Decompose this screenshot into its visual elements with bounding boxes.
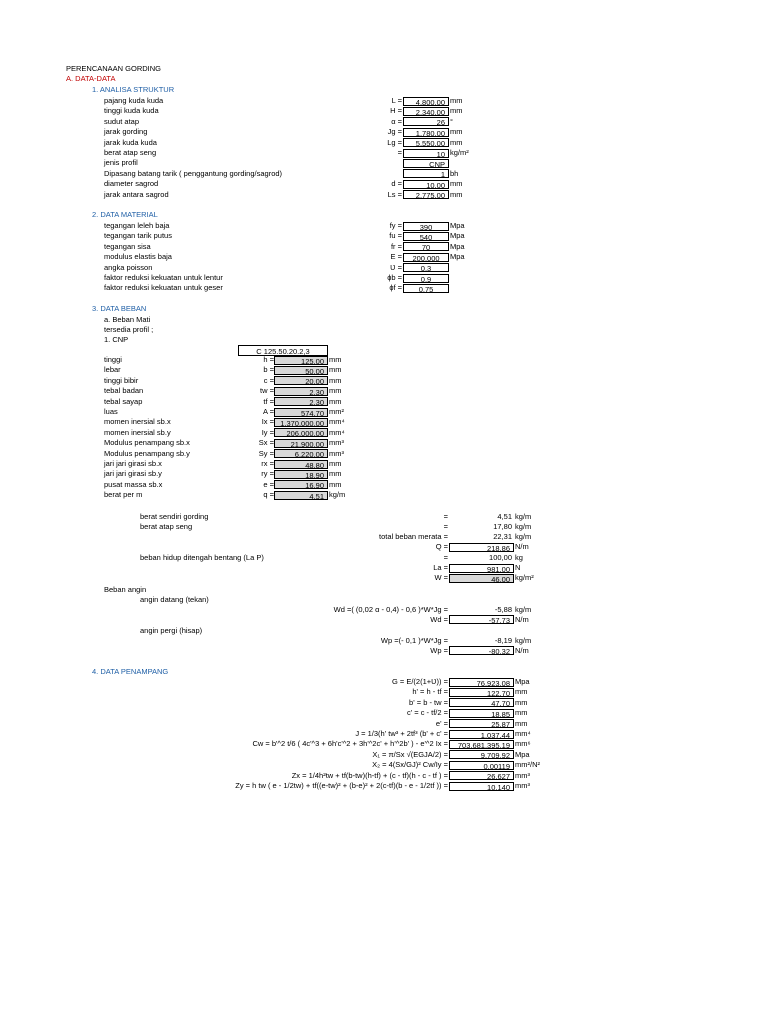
s2-row-label: tegangan sisa <box>104 241 151 251</box>
penampang-value: 10.140 <box>449 782 514 791</box>
load-symbol: total beban merata = <box>378 532 448 541</box>
s1-row-symbol <box>362 169 402 179</box>
penampang-unit: mm³ <box>515 781 530 790</box>
s1-row-label: jarak antara sagrod <box>104 189 169 199</box>
s2-row-unit: Mpa <box>450 252 465 262</box>
load-unit: kg/m <box>515 522 532 531</box>
profile-row-label: Modulus penampang sb.x <box>104 438 190 448</box>
profile-row-value: 2,30 <box>274 387 328 396</box>
s1-row-label: jarak gording <box>104 127 148 137</box>
s1-row-value: 10,00 <box>403 180 449 189</box>
s1-row-unit: mm <box>450 106 463 116</box>
s2-row-value: 0,3 <box>403 263 449 272</box>
s2-row-label: faktor reduksi kekuatan untuk lentur <box>104 273 223 282</box>
load-unit: kg/m <box>515 512 532 521</box>
penampang-unit: Mpa <box>515 677 530 686</box>
profile-row-unit: mm⁴ <box>329 427 345 437</box>
s2-row-symbol: ɸb = <box>387 273 402 282</box>
penampang-value: 703.681.395,19 <box>449 740 514 749</box>
load-unit: N/m <box>515 542 529 551</box>
s1-row-value: 10 <box>403 149 449 158</box>
profile-row-symbol: ry = <box>261 469 274 479</box>
profile-row-symbol: Sx = <box>258 438 274 448</box>
s2-row-value: 390 <box>403 222 449 231</box>
profile-row-label: jari jari girasi sb.x <box>104 459 162 468</box>
s1-row-unit: mm <box>450 179 463 189</box>
profile-row-value: 50,00 <box>274 366 328 375</box>
profile-row-label: tinggi <box>104 355 122 364</box>
profile-row-symbol: h = <box>263 355 274 364</box>
s2-row-unit: Mpa <box>450 221 465 230</box>
penampang-unit: mm⁶ <box>515 739 531 749</box>
profile-row-value: 2,30 <box>274 397 328 406</box>
profile-row-unit: mm <box>329 479 342 489</box>
profile-row-label: jari jari girasi sb.y <box>104 469 162 479</box>
penampang-value: 18,85 <box>449 709 514 718</box>
s2-row-value: 70 <box>403 242 449 251</box>
profile-row-unit: kg/m <box>329 490 346 500</box>
s2-row-label: angka poisson <box>104 262 153 272</box>
section-a-heading: A. DATA-DATA <box>66 74 116 83</box>
angin-pergi-label: angin pergi (hisap) <box>140 626 203 635</box>
s1-row-symbol: = <box>397 148 402 157</box>
s1-row-unit: kg/m² <box>450 148 469 157</box>
s2-heading: 2. DATA MATERIAL <box>92 210 158 219</box>
s1-row-label: jenis profil <box>104 158 138 168</box>
load-value: 46,00 <box>449 574 514 583</box>
profile-row-label: pusat massa sb.x <box>104 479 163 489</box>
load-symbol: La = <box>433 563 448 572</box>
penampang-unit: mm⁴ <box>515 729 531 738</box>
profile-row-label: berat per m <box>104 490 143 500</box>
wd-kg-unit: kg/m <box>515 605 532 614</box>
profile-row-symbol: Iy = <box>261 427 274 437</box>
s1-row-label: jarak kuda kuda <box>104 137 157 147</box>
load-value: 17,80 <box>493 522 512 531</box>
s2-row-label: faktor reduksi kekuatan untuk geser <box>104 283 223 293</box>
penampang-formula: e' = <box>435 718 448 728</box>
load-label: beban hidup ditengah bentang (La P) <box>140 553 264 562</box>
profile-row-symbol: A = <box>262 407 274 416</box>
s2-row-label: tegangan tarik putus <box>104 231 172 241</box>
s2-row-symbol: fu = <box>389 231 402 241</box>
s3-cnp: 1. CNP <box>104 335 129 344</box>
profile-row-label: luas <box>104 407 118 416</box>
profile-row-value: 6.220,00 <box>274 449 328 458</box>
profile-row-value: 20,00 <box>274 376 328 385</box>
wd-sym: Wd = <box>430 615 448 624</box>
load-value: 218,86 <box>449 543 514 552</box>
s1-row-value: 5.550,00 <box>403 138 449 147</box>
profile-row-value: 125,00 <box>274 356 328 365</box>
penampang-unit: mm <box>515 697 528 707</box>
penampang-value: 26.627 <box>449 771 514 780</box>
profile-row-symbol: e = <box>263 479 274 489</box>
wd-kg-value: -5,88 <box>494 605 512 614</box>
angin-datang-label: angin datang (tekan) <box>140 595 209 604</box>
load-symbol: W = <box>434 573 448 582</box>
s4-heading: 4. DATA PENAMPANG <box>92 667 169 676</box>
penampang-value: 25,87 <box>449 719 514 728</box>
load-value: 100,00 <box>489 553 512 562</box>
profile-row-label: momen inersial sb.x <box>104 417 171 427</box>
profile-row-unit: mm <box>329 396 342 406</box>
s1-row-value: 2.340,00 <box>403 107 449 116</box>
s2-row-symbol: ɸf = <box>389 283 402 293</box>
wp-n-unit: N/m <box>515 646 529 655</box>
s1-row-symbol: Ls = <box>387 189 402 199</box>
load-label: berat atap seng <box>140 522 193 531</box>
penampang-unit: mm³ <box>515 770 530 780</box>
penampang-unit: mm <box>515 718 528 728</box>
load-value: 981,00 <box>449 564 514 573</box>
profile-row-unit: mm³ <box>329 438 344 448</box>
profile-row-label: Modulus penampang sb.y <box>104 448 190 458</box>
penampang-value: 47,70 <box>449 698 514 707</box>
profile-row-unit: mm² <box>329 407 344 416</box>
penampang-unit: mm <box>515 687 528 697</box>
wp-sym: Wp = <box>430 646 448 655</box>
s2-row-unit: Mpa <box>450 231 465 241</box>
s1-row-unit: mm <box>450 137 463 147</box>
profile-row-symbol: q = <box>263 490 274 500</box>
s1-row-label: pajang kuda kuda <box>104 96 164 105</box>
s1-heading: 1. ANALISA STRUKTUR <box>92 85 175 94</box>
s1-row-label: tinggi kuda kuda <box>104 106 159 116</box>
profile-row-label: tebal sayap <box>104 396 143 406</box>
penampang-formula: h' = h - tf = <box>412 687 448 697</box>
s1-row-symbol: L = <box>391 96 402 105</box>
s1-row-label: Dipasang batang tarik ( penggantung gording/sagrod) <box>104 168 283 178</box>
penampang-formula: b' = b - tw = <box>409 697 448 707</box>
s1-row-label: berat atap seng <box>104 148 157 157</box>
s2-row-symbol: E = <box>390 252 402 262</box>
load-symbol: = <box>443 522 448 531</box>
s2-row-value: 540 <box>403 232 449 241</box>
profile-row-symbol: tw = <box>260 386 274 396</box>
s1-row-symbol: α = <box>391 116 402 126</box>
profile-row-value: 574,70 <box>274 408 328 417</box>
profile-row-label: momen inersial sb.y <box>104 427 171 437</box>
profile-row-label: tinggi bibir <box>104 375 139 385</box>
s2-row-label: tegangan leleh baja <box>104 221 170 230</box>
penampang-formula: c' = c - tf/2 = <box>406 708 448 718</box>
beban-angin-title: Beban angin <box>104 585 147 594</box>
penampang-formula: Zx = 1/4h²tw + tf(b-tw)(h-tf) + (c - tf)(h - c - tf ) = <box>291 770 448 780</box>
s1-row-symbol: H = <box>390 106 402 116</box>
penampang-formula: X₁ = π/Sx √(EGJA/2) = <box>372 749 448 759</box>
profile-name-cell: C 125.50.20.2,3 <box>238 345 328 356</box>
wp-formula: Wp =(- 0,1 )*W*Jg = <box>380 636 448 645</box>
s1-row-symbol: Jg = <box>387 127 402 137</box>
penampang-formula: Zy = h tw ( e - 1/2tw) + tf((e-tw)² + (b-e)² + 2(c-tf)(b - e - 1/2tf )) = <box>235 781 448 790</box>
profile-row-symbol: tf = <box>263 396 274 406</box>
s1-row-symbol: d = <box>391 179 402 189</box>
penampang-formula: G = E/(2(1+Ʋ)) = <box>391 677 448 686</box>
profile-row-label: lebar <box>104 365 121 375</box>
s1-row-unit: mm <box>450 127 463 137</box>
s1-row-value: 2.775,00 <box>403 190 449 199</box>
wp-n-value: -80,32 <box>449 646 514 655</box>
profile-row-unit: mm <box>329 355 342 364</box>
profile-row-value: 21.900,00 <box>274 439 328 448</box>
s1-row-unit: mm <box>450 189 463 199</box>
load-unit: kg/m <box>515 532 532 541</box>
load-label: berat sendiri gording <box>140 512 209 521</box>
load-symbol: = <box>443 512 448 521</box>
wp-kg-unit: kg/m <box>515 636 532 645</box>
load-value: 22,31 <box>493 532 512 541</box>
s2-row-symbol: fy = <box>389 221 402 230</box>
profile-row-unit: mm <box>329 469 342 479</box>
profile-row-value: 1.370.000,00 <box>274 418 328 427</box>
profile-row-value: 4,51 <box>274 491 328 500</box>
profile-row-symbol: c = <box>263 375 274 385</box>
wd-formula: Wd =( (0,02 α - 0,4) - 0,6 )*W*Jg = <box>333 605 448 614</box>
profile-row-value: 16,90 <box>274 480 328 489</box>
load-unit: kg/m² <box>515 573 534 582</box>
penampang-unit: mm <box>515 708 528 718</box>
profile-row-label: tebal badan <box>104 386 144 396</box>
penampang-value: 0,00119 <box>449 761 514 770</box>
penampang-formula: X₂ = 4(Sx/GJ)² Cw/Iy = <box>372 760 448 770</box>
profile-row-value: 48,80 <box>274 460 328 469</box>
s1-row-value: 4.800,00 <box>403 97 449 106</box>
profile-row-unit: mm⁴ <box>329 417 345 427</box>
profile-row-value: 206.000,00 <box>274 428 328 437</box>
wp-kg-value: -8,19 <box>494 636 512 645</box>
wd-n-value: -57,73 <box>449 615 514 624</box>
s2-row-symbol: Ʋ = <box>390 262 402 272</box>
s1-row-symbol: Lg = <box>387 137 402 147</box>
s1-row-value: 1.780,00 <box>403 128 449 137</box>
profile-row-unit: mm <box>329 459 342 468</box>
profile-row-symbol: b = <box>263 365 274 375</box>
profile-row-unit: mm <box>329 375 342 385</box>
penampang-formula: J = 1/3(h' tw³ + 2tf³ (b' + c' = <box>355 729 448 738</box>
s1-row-symbol <box>362 158 402 168</box>
load-unit: kg <box>515 553 523 562</box>
s1-row-value: CNP <box>403 159 449 168</box>
s1-row-unit: mm <box>450 96 463 105</box>
s3-beban-mati: a. Beban Mati <box>104 315 151 324</box>
s1-row-unit: ° <box>450 116 453 126</box>
profile-row-unit: mm <box>329 365 342 375</box>
profile-row-symbol: Sy = <box>258 448 274 458</box>
penampang-value: 1.037,44 <box>449 730 514 739</box>
s1-row-unit: bh <box>450 168 459 178</box>
s3-heading: 3. DATA BEBAN <box>92 304 147 313</box>
penampang-value: 76.923,08 <box>449 678 514 687</box>
s2-row-value: 0,9 <box>403 274 449 283</box>
load-unit: N <box>515 563 521 572</box>
profile-row-symbol: rx = <box>261 459 274 468</box>
profile-row-value: 18,90 <box>274 470 328 479</box>
penampang-formula: Cw = b'^2 t/6 ( 4c'^3 + 6h'c'^2 + 3h'^2c' + h'^2b' ) - e'^2 Ix = <box>252 739 448 749</box>
penampang-value: 122,70 <box>449 688 514 697</box>
s2-row-unit: Mpa <box>450 241 465 251</box>
wd-n-unit: N/m <box>515 615 529 624</box>
s1-row-label: sudut atap <box>104 116 140 126</box>
s1-row-value: 1 <box>403 169 449 178</box>
profile-row-symbol: Ix = <box>261 417 274 427</box>
s2-row-symbol: fr = <box>390 241 402 251</box>
penampang-value: 9.709,92 <box>449 750 514 759</box>
s2-row-label: modulus elastis baja <box>104 252 172 262</box>
load-value: 4,51 <box>497 512 512 521</box>
s2-row-value: 0,75 <box>403 284 449 293</box>
s1-row-label: diameter sagrod <box>104 179 159 189</box>
profile-row-unit: mm³ <box>329 448 344 458</box>
document-title: PERENCANAAN GORDING <box>66 64 162 73</box>
s1-row-value: 26 <box>403 117 449 126</box>
load-symbol: Q = <box>435 542 448 551</box>
penampang-unit: Mpa <box>515 749 530 759</box>
profile-row-unit: mm <box>329 386 342 396</box>
penampang-unit: mm²/N² <box>515 760 540 770</box>
s2-row-value: 200.000 <box>403 253 449 262</box>
load-symbol: = <box>443 553 448 562</box>
s3-tersedia-profil: tersedia profil ; <box>104 325 154 334</box>
